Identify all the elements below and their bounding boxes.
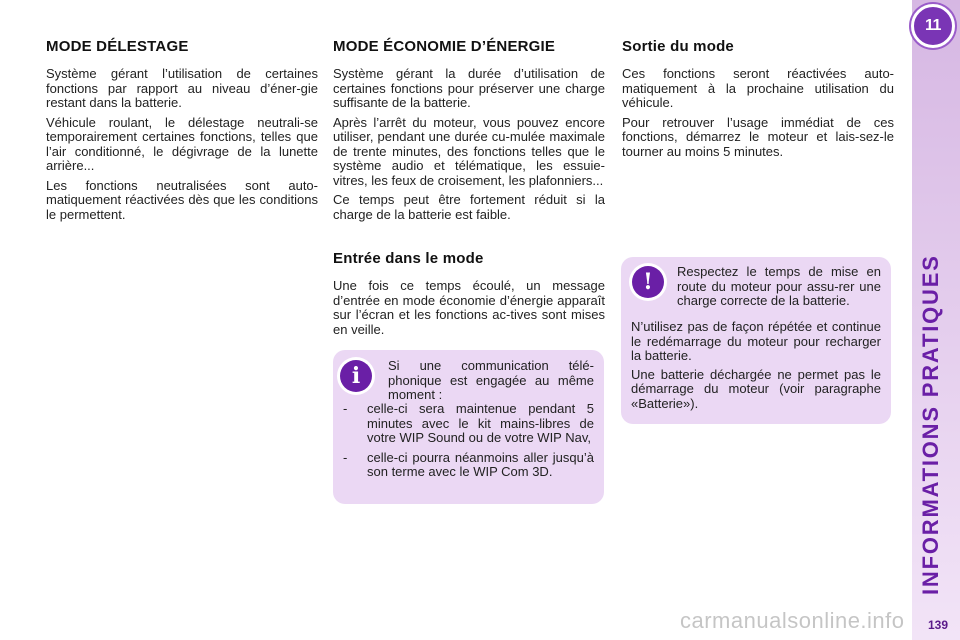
section-title: MODE DÉLESTAGE — [46, 38, 189, 55]
paragraph: Système gérant la durée d’utilisation de certaines fonctions pour préserver une charge suffisante de la batterie. — [333, 66, 605, 110]
info-lead: Si une communication télé-phonique est engagée au même moment : — [388, 358, 594, 402]
list-item-text: celle-ci pourra néanmoins aller jusqu’à son terme avec le WIP Com 3D. — [367, 449, 594, 479]
page-number: 139 — [927, 618, 948, 632]
section-delestage — [46, 38, 318, 227]
info-box — [333, 350, 604, 504]
list-dash: - — [343, 449, 348, 465]
paragraph: Système gérant l’utilisation de certaines fonctions par rapport au niveau d’éner-gie restant dans la batterie. — [46, 66, 318, 110]
paragraph: Véhicule roulant, le délestage neutrali-se temporairement certaines fonctions, telles que l’air conditionné, le dégivrage de la lunette arrière... — [46, 114, 318, 173]
section-title: Entrée dans le mode — [333, 250, 484, 267]
chapter-number: 11 — [925, 17, 941, 34]
paragraph: Ce temps peut être fortement réduit si la charge de la batterie est faible. — [333, 192, 605, 222]
chapter-badge — [911, 4, 955, 48]
section-title: MODE ÉCONOMIE D’ÉNERGIE — [333, 38, 556, 55]
chapter-title: INFORMATIONS PRATIQUES — [918, 254, 943, 595]
warning-box — [621, 257, 891, 424]
paragraph: Après l’arrêt du moteur, vous pouvez encore utiliser, pendant une durée cu-mulée maximale de trente minutes, des fonctions telles que le système audio et télématique, les essuie-vitres, les feux de croisement, les plafonniers... — [333, 114, 605, 188]
watermark: carmanualsonline.info — [680, 608, 905, 633]
info-list — [343, 402, 594, 485]
paragraph: Une batterie déchargée ne permet pas le démarrage du moteur (voir paragraphe «Batterie»). — [631, 366, 881, 411]
section-title: Sortie du mode — [622, 38, 734, 55]
section-entree — [333, 250, 605, 342]
section-economie — [333, 38, 605, 227]
paragraph: N’utilisez pas de façon répétée et continue le redémarrage du moteur pour recharger la batterie. — [631, 319, 881, 363]
paragraph: Ces fonctions seront réactivées auto-matiquement à la prochaine utilisation du véhicule. — [622, 66, 894, 110]
list-dash: - — [343, 401, 348, 416]
list-item — [343, 451, 594, 480]
warning-icon: ! — [629, 263, 667, 301]
list-item — [343, 402, 594, 446]
warning-lead: Respectez le temps de mise en route du moteur pour assu-rer une charge correcte de la batterie. — [677, 264, 881, 308]
paragraph: Une fois ce temps écoulé, un message d’entrée en mode économie d’énergie apparaît sur l’écran et les fonctions ac-tives sont mises en veille. — [333, 278, 605, 337]
section-sortie — [622, 38, 894, 164]
paragraph: Les fonctions neutralisées sont auto-matiquement réactivées dès que les conditions le permettent. — [46, 177, 318, 222]
warning-body — [631, 320, 881, 415]
list-item-text: celle-ci sera maintenue pendant 5 minutes avec le kit mains-libres de votre WIP Sound ou de votre WIP Nav, — [367, 401, 594, 445]
paragraph: Pour retrouver l’usage immédiat de ces fonctions, démarrez le moteur et lais-sez-le tourner au moins 5 minutes. — [622, 114, 894, 159]
info-icon: i — [337, 357, 375, 395]
